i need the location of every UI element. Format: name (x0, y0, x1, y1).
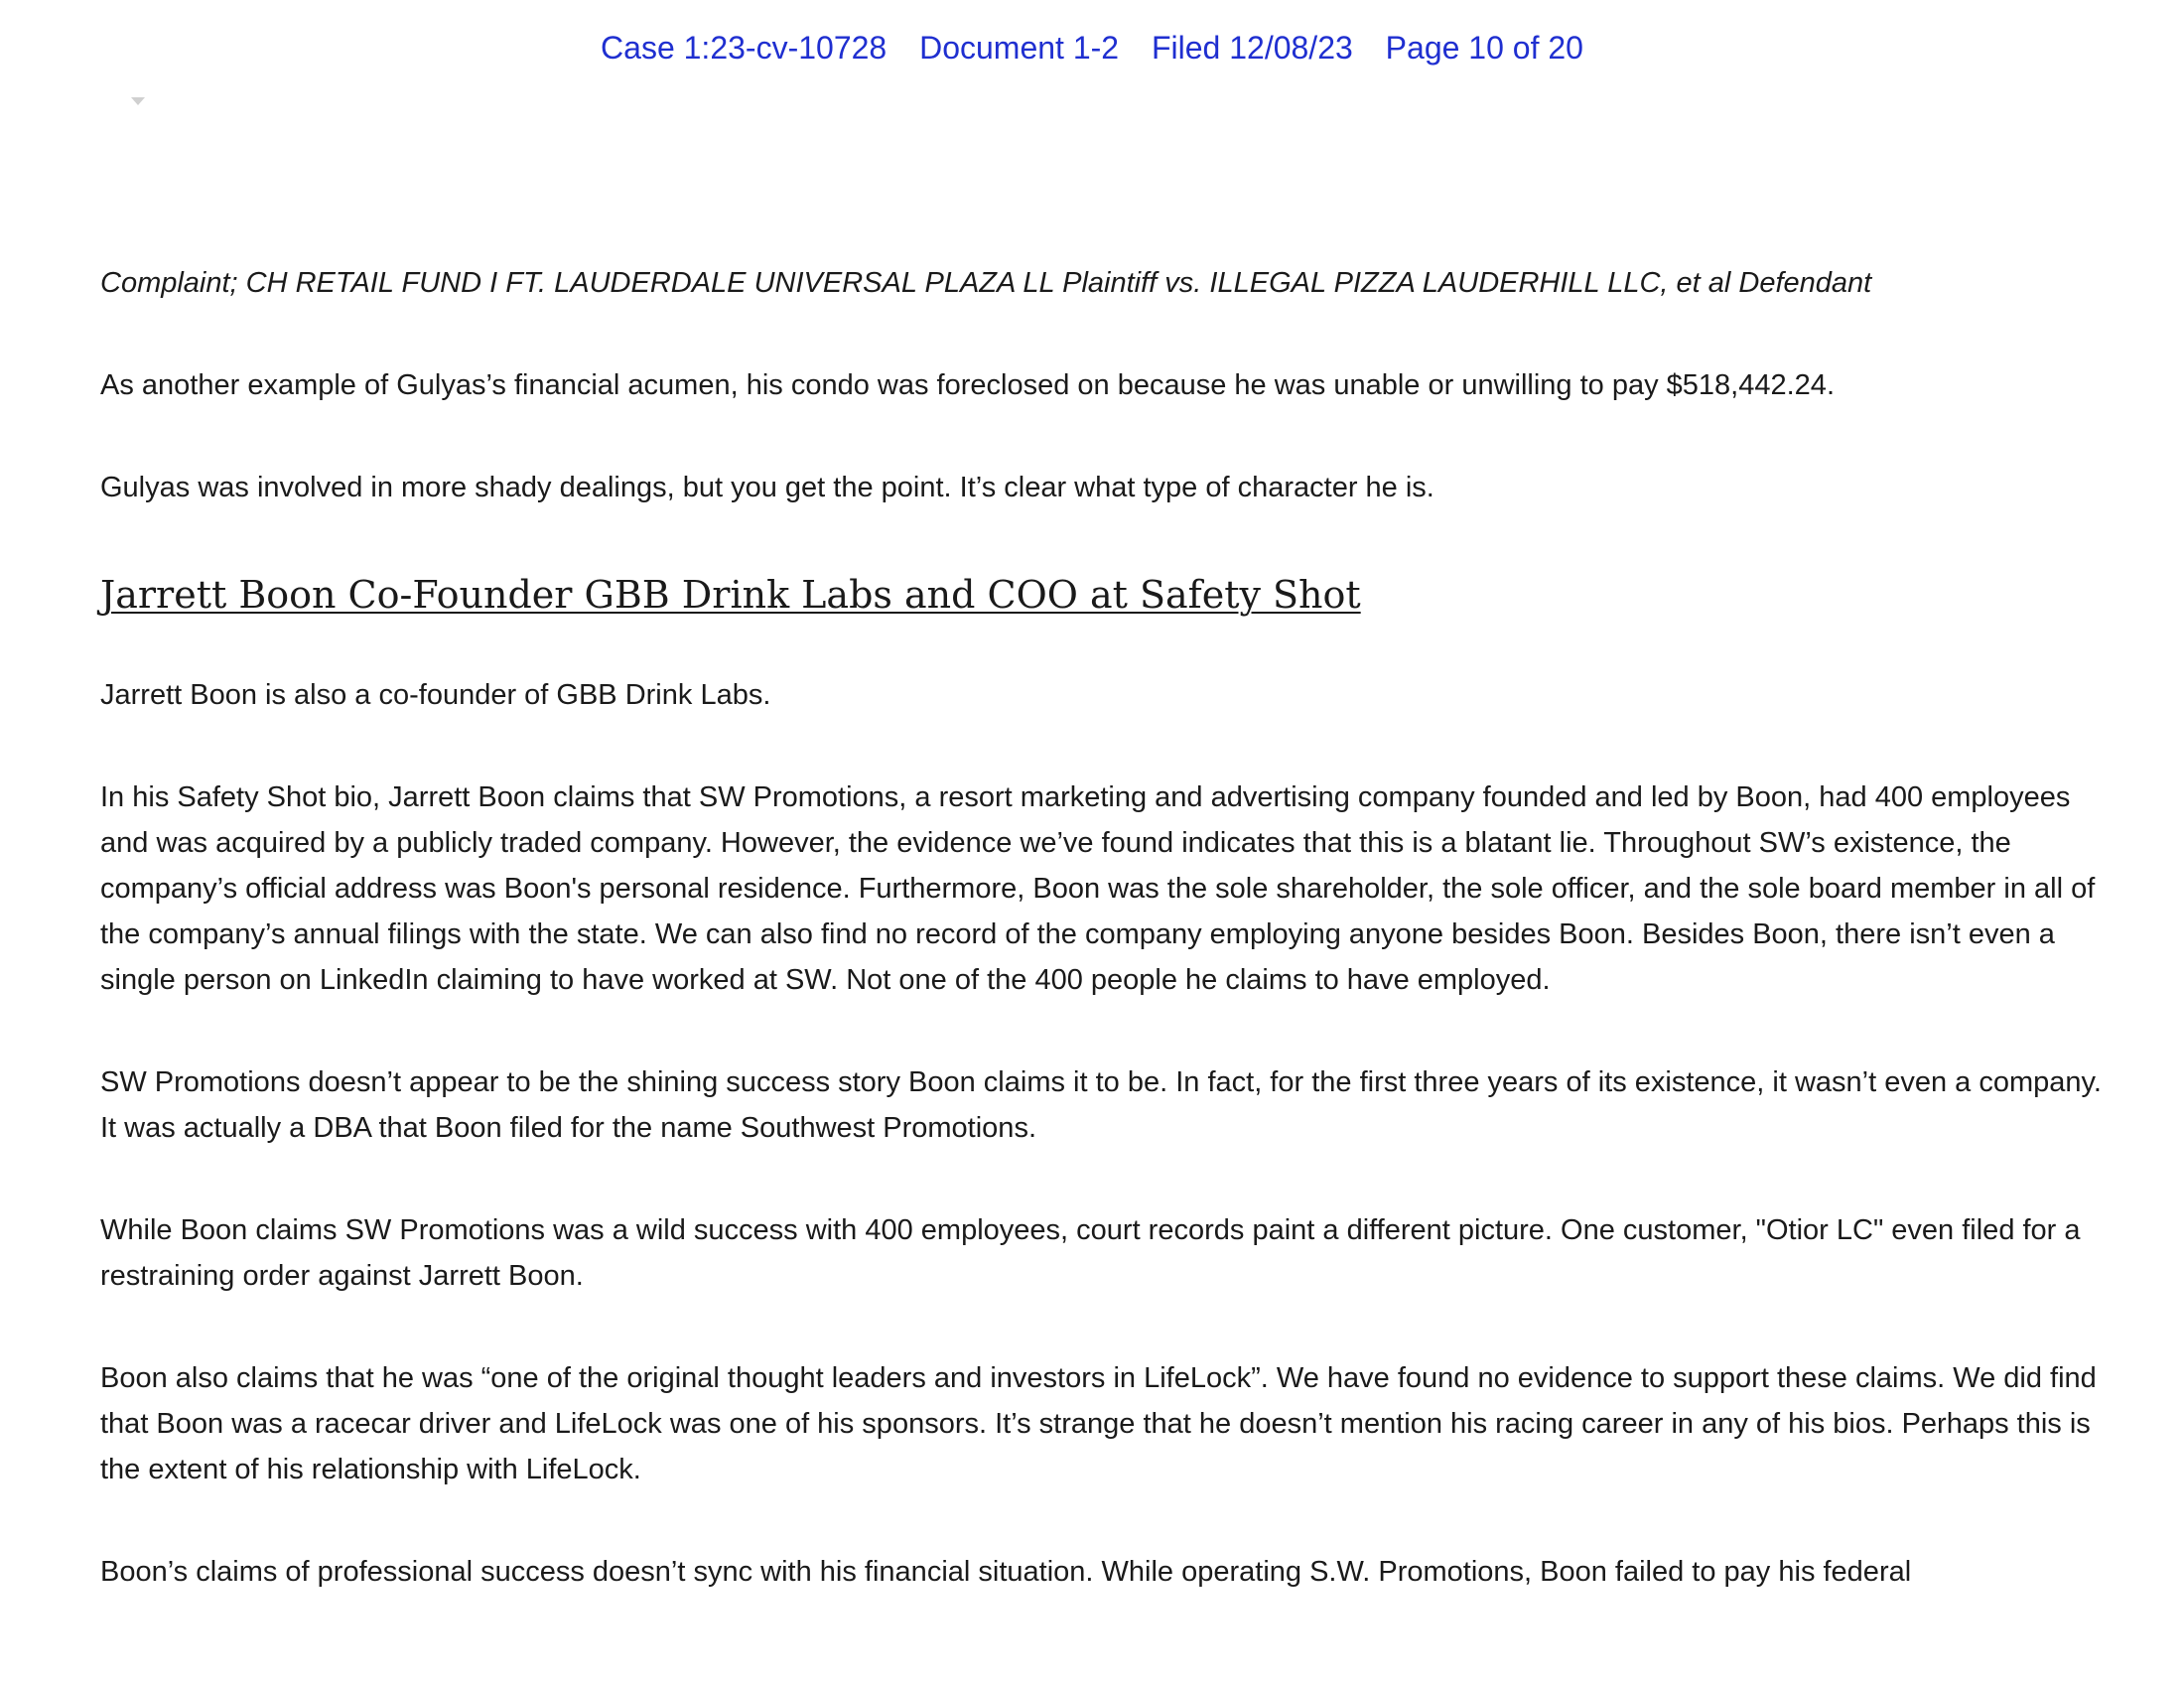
paragraph-lifelock: Boon also claims that he was “one of the original thought leaders and investors in LifeLock”. We have found no evidence to support these claims. We did find that Boon was a racecar driver and LifeLock was one of his sponsors. It’s strange that he doesn’t mention his racing career in any of his bios. Perhaps this is the extent of his relationship with LifeLock. (100, 1362, 2097, 1485)
document-body (100, 260, 2106, 1651)
triangle-mark-icon (131, 97, 145, 105)
complaint-subtitle: Complaint; CH RETAIL FUND I FT. LAUDERDALE UNIVERSAL PLAZA LL Plaintiff vs. ILLEGAL PIZZA LAUDERHILL LLC, et al Defendant (100, 267, 1872, 299)
paragraph-dba: SW Promotions doesn’t appear to be the shining success story Boon claims it to be. In fact, for the first three years of its existence, it wasn’t even a company. It was actually a DBA that Boon filed for the name Southwest Promotions. (100, 1066, 2102, 1144)
page-number: Page 10 of 20 (1385, 30, 1583, 66)
section-heading: Jarrett Boon Co-Founder GBB Drink Labs and COO at Safety Shot (100, 573, 1361, 617)
paragraph-cofounder: Jarrett Boon is also a co-founder of GBB Drink Labs. (100, 679, 771, 711)
paragraph-financial-situation: Boon’s claims of professional success doesn’t sync with his financial situation. While operating S.W. Promotions, Boon failed to pay his federal (100, 1556, 1912, 1588)
document-number: Document 1-2 (919, 30, 1120, 66)
paragraph-shady-dealings: Gulyas was involved in more shady dealings, but you get the point. It’s clear what type of character he is. (100, 472, 1434, 503)
case-number: Case 1:23-cv-10728 (601, 30, 887, 66)
paragraph-foreclosure: As another example of Gulyas’s financial acumen, his condo was foreclosed on because he was unable or unwilling to pay $518,442.24. (100, 369, 1835, 401)
filed-date: Filed 12/08/23 (1151, 30, 1353, 66)
paragraph-sw-promotions-bio: In his Safety Shot bio, Jarrett Boon claims that SW Promotions, a resort marketing and advertising company founded and led by Boon, had 400 employees and was acquired by a publicly traded company. However, the evidence we’ve found indicates that this is a blatant lie. Throughout SW’s existence, the company’s official address was Boon's personal residence. Furthermore, Boon was the sole shareholder, the sole officer, and the sole board member in all of the company’s annual filings with the state. We can also find no record of the company employing anyone besides Boon. Besides Boon, there isn’t even a single person on LinkedIn claiming to have worked at SW. Not one of the 400 people he claims to have employed. (100, 781, 2096, 996)
paragraph-restraining-order: While Boon claims SW Promotions was a wild success with 400 employees, court records paint a different picture. One customer, "Otior LC" even filed for a restraining order against Jarrett Boon. (100, 1214, 2081, 1292)
case-header (0, 30, 2184, 67)
